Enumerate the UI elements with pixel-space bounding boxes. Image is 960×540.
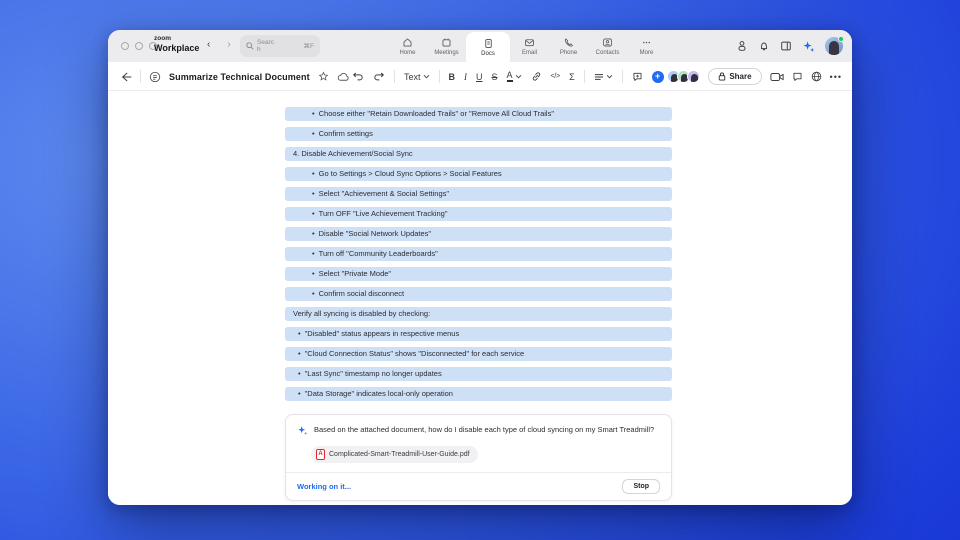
doc-line-text: "Cloud Connection Status" shows "Disconnected" for each service xyxy=(304,349,525,358)
top-right-actions xyxy=(736,30,843,62)
forward-nav-icon[interactable]: › xyxy=(227,39,231,50)
search-input[interactable] xyxy=(240,35,320,57)
divider xyxy=(140,70,141,83)
doc-line-text: Confirm settings xyxy=(318,129,373,138)
ai-question-row xyxy=(286,415,671,442)
brand-workplace: Workplace xyxy=(154,42,200,53)
presence-dot xyxy=(838,36,844,42)
doc-title: Summarize Technical Document xyxy=(169,71,310,82)
doc-line-text: Verify all syncing is disabled by checking: xyxy=(293,309,431,318)
doc-line[interactable] xyxy=(285,227,672,241)
email-icon xyxy=(524,37,535,48)
ai-sparkle-icon xyxy=(297,425,308,436)
pdf-file-icon: A xyxy=(316,449,325,460)
window-controls[interactable] xyxy=(121,42,157,50)
doc-line-text: Turn OFF "Live Achievement Tracking" xyxy=(318,209,448,218)
doc-line-text: Select "Private Mode" xyxy=(318,269,392,278)
tab-phone[interactable] xyxy=(549,30,588,62)
search-shortcut: ⌘F xyxy=(303,43,314,50)
text-style-dropdown[interactable] xyxy=(404,72,430,82)
docs-icon xyxy=(483,38,494,49)
chevron-down-icon xyxy=(515,74,522,79)
chevron-down-icon xyxy=(423,74,430,79)
text-color-dropdown[interactable] xyxy=(507,71,522,82)
doc-line-text: Turn off "Community Leaderboards" xyxy=(318,249,438,258)
close-window-button[interactable] xyxy=(121,42,129,50)
video-icon[interactable] xyxy=(770,72,784,82)
tab-phone-label: Phone xyxy=(559,49,578,56)
format-toolbar xyxy=(352,62,681,91)
doc-line-text: Go to Settings > Cloud Sync Options > Social Features xyxy=(318,169,502,178)
phone-icon xyxy=(563,37,574,48)
collaborator-avatar xyxy=(687,70,700,83)
doc-line-text: 4. Disable Achievement/Social Sync xyxy=(293,149,413,158)
chat-icon[interactable] xyxy=(792,71,803,82)
home-icon xyxy=(402,37,413,48)
search-icon xyxy=(246,42,254,50)
doc-page-icon[interactable] xyxy=(149,71,161,83)
star-favorite-icon[interactable] xyxy=(318,71,329,82)
doc-line[interactable] xyxy=(285,247,672,261)
doc-canvas xyxy=(108,91,852,505)
undo-icon[interactable] xyxy=(352,72,364,82)
doc-line[interactable] xyxy=(285,147,672,161)
ai-companion-panel xyxy=(285,414,672,501)
tab-more-label: More xyxy=(639,49,654,56)
doc-line[interactable] xyxy=(285,347,672,361)
insert-plus-button[interactable]: + xyxy=(652,71,664,83)
code-block-button[interactable]: </> xyxy=(550,73,561,80)
doc-line-text: Disable "Social Network Updates" xyxy=(318,229,432,238)
doc-toolbar xyxy=(108,62,852,91)
app-logo xyxy=(154,36,199,53)
doc-line-text: Confirm social disconnect xyxy=(318,289,405,298)
share-label: Share xyxy=(729,72,752,81)
doc-line-text: "Data Storage" indicates local-only operation xyxy=(304,389,453,398)
doc-line[interactable] xyxy=(285,167,672,181)
ai-status-text: Working on it... xyxy=(297,481,352,491)
main-nav-tabs xyxy=(388,30,666,62)
assistant-icon[interactable] xyxy=(736,40,748,52)
ai-footer xyxy=(286,472,671,500)
doc-toolbar-right xyxy=(667,62,842,91)
top-tab-bar xyxy=(108,30,852,62)
share-button[interactable] xyxy=(708,68,761,85)
attachment-filename: Complicated-Smart-Treadmill-User-Guide.pdf xyxy=(329,450,470,458)
doc-line[interactable] xyxy=(285,387,672,401)
meetings-icon xyxy=(441,37,452,48)
globe-icon[interactable] xyxy=(811,71,822,82)
comment-icon[interactable] xyxy=(632,71,643,82)
doc-line[interactable] xyxy=(285,287,672,301)
contacts-icon xyxy=(602,37,613,48)
doc-line[interactable] xyxy=(285,127,672,141)
doc-toolbar-left xyxy=(120,62,350,91)
divider xyxy=(394,70,395,83)
tab-meetings[interactable] xyxy=(427,30,466,62)
strikethrough-button[interactable]: S xyxy=(491,71,498,82)
tab-more[interactable] xyxy=(627,30,666,62)
ai-companion-icon[interactable] xyxy=(802,40,815,53)
italic-button[interactable]: I xyxy=(464,71,468,82)
notifications-bell-icon[interactable] xyxy=(758,40,770,52)
divider xyxy=(622,70,623,83)
doc-content xyxy=(285,107,672,501)
formula-button[interactable]: Σ xyxy=(569,71,575,82)
ai-question-text: Based on the attached document, how do I disable each type of cloud syncing on my Smart Treadmill? xyxy=(314,425,655,434)
redo-icon[interactable] xyxy=(373,72,385,82)
doc-line[interactable] xyxy=(285,327,672,341)
text-style-label: Text xyxy=(404,71,421,82)
more-icon xyxy=(641,37,652,48)
tab-email[interactable] xyxy=(510,30,549,62)
tab-home-label: Home xyxy=(399,49,416,56)
minimize-window-button[interactable] xyxy=(135,42,143,50)
tab-docs-label: Docs xyxy=(481,50,495,57)
divider xyxy=(439,70,440,83)
doc-line-text: "Disabled" status appears in respective menus xyxy=(304,329,460,338)
search-placeholder: Search xyxy=(257,39,274,53)
back-nav-icon[interactable]: ‹ xyxy=(207,39,211,50)
text-color-letter: A xyxy=(506,70,513,80)
doc-line[interactable] xyxy=(285,107,672,121)
tab-email-label: Email xyxy=(521,49,537,56)
link-icon[interactable] xyxy=(531,71,542,82)
brand-zoom: zoom xyxy=(154,35,171,42)
tab-contacts[interactable] xyxy=(588,30,627,62)
doc-line[interactable] xyxy=(285,267,672,281)
doc-line[interactable] xyxy=(285,367,672,381)
doc-line-text: Select "Achievement & Social Settings" xyxy=(318,189,450,198)
chevron-down-icon xyxy=(606,74,613,79)
doc-line[interactable] xyxy=(285,207,672,221)
attachment-chip[interactable] xyxy=(311,446,478,463)
back-icon[interactable] xyxy=(120,72,132,82)
side-panel-icon[interactable] xyxy=(780,40,792,52)
tab-contacts-label: Contacts xyxy=(595,49,620,56)
zoom-workplace-window xyxy=(108,30,852,505)
doc-line-text: Choose either "Retain Downloaded Trails" or "Remove All Cloud Trails" xyxy=(318,109,554,118)
history-nav xyxy=(207,39,231,50)
align-lines-icon xyxy=(594,73,604,81)
lock-icon xyxy=(718,72,726,81)
collaborator-avatars[interactable] xyxy=(667,70,700,83)
bold-button[interactable]: B xyxy=(448,71,456,82)
doc-line[interactable] xyxy=(285,187,672,201)
tab-docs[interactable] xyxy=(466,32,510,62)
divider xyxy=(584,70,585,83)
tab-home[interactable] xyxy=(388,30,427,62)
doc-line[interactable] xyxy=(285,307,672,321)
user-avatar[interactable] xyxy=(825,37,843,55)
doc-line-text: "Last Sync" timestamp no longer updates xyxy=(304,369,442,378)
more-options-icon[interactable]: ••• xyxy=(829,71,842,82)
underline-button[interactable]: U xyxy=(476,71,483,82)
stop-button[interactable]: Stop xyxy=(622,479,660,494)
cloud-status-icon[interactable] xyxy=(337,72,350,82)
align-dropdown[interactable] xyxy=(594,73,613,81)
tab-meetings-label: Meetings xyxy=(434,49,459,56)
